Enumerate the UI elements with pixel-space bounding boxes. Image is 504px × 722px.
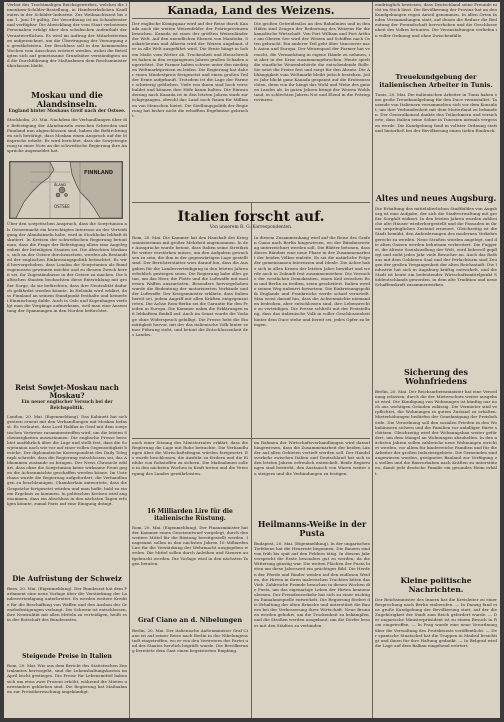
headline: Kanada, Land des Weizens. [167,4,335,17]
map-label-finland: FINNLAND [84,170,114,177]
article-body: Bern, 20. Mai. (Eigenmeldung). Der Bundesrat hat dem Parlament eine neue Vorlage über die Verstärkung der Landesverteidigung unterbreitet. Es werden weitere Kredite für die Beschaffung von Waffen und den Ausbau der Grenzbefestigungen verlangt. Die Schweiz ist entschlossen, ihre Neutralität mit allen Mitteln zu verteidigen, heißt es in der Botschaft des Bundesrates. [7,586,127,622]
headline: Altes und neues Augsburg. [375,193,497,203]
article-body: Über den sowjetischen Anspruch, dass die Sowjetunion als Ostseemacht ein berechtigtes Interesse an der Verteidigung der Alandsinseln habe, wird in Stockholm lebhaft diskutiert. In Kreisen der schwedischen Regierung betont man, dass die Frage der Befestigung allein eine Angelegenheit der beteiligten Staaten sei. Die Absichten Moskaus, sich an der Ostsee durchzusetzen, werden als Bestandteil der englischen Einkreisungspolitik betrachtet. Es wird hervorgehoben, dass London die Sowjetunion als Bundesgenossen gewinnen möchte und zu diesem Zweck bereit sei, ihr Zugeständnisse in der Ostsee zu machen. Die baltischen Staaten beobachten diese Entwicklung mit großer Sorge, da sie befürchten, dass ihre Neutralität dadurch gefährdet werden könnte. In Helsinki wird erklärt, dass Finnland an seinem Standpunkt festhalte und keinerlei Einmischung dulde. Auch in Oslo und Kopenhagen verfolgt man die Vorgänge aufmerksam, weil man eine Ausweitung der Spannungen in den Norden befürchtet. [7,221,127,313]
subheadline: England hinter Moskaus Greif nach der Ostsee. [8,109,126,114]
map-graphic [10,162,122,218]
column-rule [372,2,373,718]
headline: Graf Ciano an d. Nibelungen [137,616,243,624]
section-rule [132,438,370,439]
subheadline: Ein neuer englischer Versuch bei der Reichspolitik. [21,400,113,411]
section-rule [132,202,370,203]
headline: Italien forscht auf. [177,209,325,225]
article-body: Berlin, 20. Mai. Der italienische Außenminister Graf Ciano ist auf seiner Reise nach Berlin in der Nibelungenstadt eingetroffen, wo er von den Vertretern der Partei und des Staates herzlich begrüßt wurde. Die Bevölkerung bereitete dem Gast einen begeisterten Empfang. [132,627,248,653]
map-label-island: ÅLAND [54,183,67,188]
article-body: Budapest, 20. Mai. (Eigenmeldung). In der ungarischen Tiefebene hat die Heuernte begonnen. Die Bauern sind von früh bis spät auf den Feldern tätig. In diesem Jahr verspricht die Ernte besonders gut zu werden, da die Witterung günstig war. Die weiten Flächen der Pusta bieten um diese Jahreszeit ein prächtiges Bild. Die Herden der Pferde und Rinder weiden auf den endlosen Weiden, die Hirten in ihren malerischen Trachten hüten das Vieh. Zahlreiche Fremde besuchen in diesen Wochen die Pusta, um das eigenartige Leben der Hirten kennenzulernen. Der Fremdenverkehr hat sich zu einer wichtigen Einnahmequelle entwickelt. Die Regierung fördert die Erhaltung der alten Bräuche und unterstützt die Bauern bei der Verbesserung ihrer Wirtschaft. Neue Brunnen werden gebohrt, um die Trockenheit zu bekämpfen, und die Straßen werden ausgebaut, um die Dörfer besser mit den Städten zu verbinden. [254,541,370,628]
headline: Moskau und die Alandsinseln. [31,90,103,109]
article-body: Rom, 20. Mai. Wie aus dem Bericht des Statistischen Zentralamtes hervorgeht, sind die Lebenshaltungskosten im April leicht gestiegen. Die Preise für Lebensmittel haben sich um etwa zwei Prozent erhöht, während die Mieten unverändert geblieben sind. Die Regierung hat Maßnahmen zur Preisüberwachung angekündigt. [7,663,127,694]
headline: Kleine politische Nachrichten. [400,576,472,594]
article-body: Rom, 20. Mai. Die Kammer hat den Haushalt des Kriegsministeriums mit großer Mehrheit angenommen. In der Aussprache wurde betont, dass Italien seine Streitkräfte weiter verstärken müsse, um den Aufgaben gewachsen zu sein, die ihm in der gegenwärtigen Lage gestellt sind. Der Berichterstatter wies darauf hin, dass die Ausgaben für die Landesverteidigung in den letzten Jahren erheblich gestiegen seien. Die Regierung habe alles getan, um das Heer, die Flotte und die Luftwaffe mit modernen Waffen auszurüsten. Besonders hervorgehoben wurde die Bedeutung der motorisierten Verbände und der Luftwaffe. Der Kriegsminister erklärte, dass Italien bereit sei, jedem Angriff mit allen Kräften entgegenzutreten. Die Achse Rom-Berlin sei die Garantie für den Frieden in Europa. Die Kammer nahm die Erklärungen mit lebhaftem Beifall auf. Auch im Senat wurde die Vorlage ohne Widerspruch gebilligt. Die Presse hebt die Einmütigkeit hervor, mit der das italienische Volk hinter seiner Führung steht, und betont die Entschlossenheit des Landes. [132,235,248,337]
subheadline: Von unserem R. G.-Korrespondenten. [209,225,293,230]
article-body: Tunis, 20. Mai. Die italienischen Arbeiter in Tunis haben eine große Treuekundgebung für den Duce veranstaltet. Tausende von Italienern versammelten sich vor dem Konsulat, um ihre Verbundenheit mit dem Mutterland zu bekunden. Der Generalkonsul dankte den Teilnehmern und versicherte, dass Italien seine Söhne in Tunesien niemals vergessen werde. Die Kundgebung fand in vollster Ordnung statt und hinterließ bei der Bevölkerung einen tiefen Eindruck. [375,92,497,133]
headline: Heilmanns-Weiße in der Pusta [257,519,367,538]
article-italy [132,205,370,437]
article-body: London, 20. Mai. (Eigenmeldung). Das Kabinett hat sich gestern erneut mit den Verhandlungen mit Moskau befasst. Es verlautet, dass Lord Halifax in Genf mit dem sowjetischen Vertreter zusammentreffen wird, um die letzten Schwierigkeiten auszuräumen. Die englische Presse berichtet ausführlich über die Lage und stellt fest, dass die Sowjetunion nach wie vor auf einer vollen Gegenseitigkeit bestehe. Der diplomatische Korrespondent des Daily Telegraph schreibt, dass die Regierung entschlossen sei, das Abkommen zustande zu bringen. Der News Chronicle erklärt, dass ohne die Sowjetunion keine wirksame Front gegen die Achsenmächte geschaffen werden könne. Im Unterhaus wurde die Regierung aufgefordert, die Verhandlungen zu beschleunigen. Chamberlain antwortete, dass die Gespräche fortgesetzt würden und man hoffe, bald zu einem Ergebnis zu kommen. In politischen Kreisen wird angenommen, dass ein Abschluss in den nächsten Tagen erfolgen könnte, zumal Paris auf eine Einigung drängt. [7,414,127,506]
article-body: Der Reichsminister des Innern hat die Kreisleiter zu einer Besprechung nach Berlin einberufen. — In Danzig fand eine große Kundgebung der Bevölkerung statt, auf der die Zugehörigkeit der Stadt zum Reich gefordert wurde. — Der ungarische Ministerpräsident ist zu einem Besuch in Rom eingetroffen. — In Prag wurde eine neue Verordnung über die Verwaltung des Protektorats veröffentlicht. — Der spanische Staatschef hat die Truppen in Madrid besichtigt und ihnen für ihre Haltung gedankt. — In Belgrad wird die Lage auf dem Balkan eingehend erörtert. [375,597,497,648]
headline: Die Aufrüstung der Schweiz [12,574,122,584]
article-body: Rom, 20. Mai. (Eigenmeldung). Der Finanzminister hat der Kammer einen Gesetzentwurf vorgelegt, durch den weitere Mittel für die Rüstung bereitgestellt werden. Insgesamt sollen in den nächsten Jahren 16 Milliarden Lire für die Verstärkung der Wehrmacht ausgegeben werden. Die Mittel sollen durch Anleihen und Steuern aufgebracht werden. Die Vorlage wird in den nächsten Tagen beraten. [132,525,248,566]
headline: Treuekundgebung der italienischen Arbeiter in Tunis. [379,73,493,89]
article-canada [132,2,370,202]
article-body: eindringlich bewiesen, dass Deutschland seine Freunde nicht im Stich lässt. Die Bevölkerung der Provinz hat an den Kundgebungen regen Anteil genommen. In allen Orten fanden Versammlungen statt, auf denen die Redner die Bedeutung der Freundschaft hervorhoben und die Geschlossenheit des Volkes betonten. Die Veranstaltungen verliefen in voller Ordnung und ohne Zwischenfälle. [375,2,497,38]
article-body: Stockholm, 20. Mai. Nachdem die Verhandlungen über die Befestigung der Alandsinseln zwischen Schweden und Finnland nun abgeschlossen sind, haben die Befürchtungen sich bestätigt, dass Moskau einen Anspruch auf die Mitsprache erhebt. Es wird berichtet, dass die Sowjetregierung in einer Note an die schwedische Regierung ihre Ansprüche angemeldet hat. [7,117,127,153]
column-center-left-bottom [132,440,248,718]
column-rule [129,2,130,718]
article-body: In diesem Zusammenhang wird auf die Reise des Grafen Ciano nach Berlin hingewiesen, wo der Bündnisvertrag unterzeichnet werden soll. Die Blätter betonen, dass dieses Bündnis eine neue Phase in der Zusammenarbeit der beiden Völker einleite. Es sei die natürliche Folge der gemeinsamen Interessen und Ideale. Die Achse habe sich in allen Krisen der letzten Jahre bewährt und werde auch in Zukunft fest zusammenstehen. Die Versuche der westlichen Demokratien, einen Keil zwischen Rom und Berlin zu treiben, seien gescheitert. Italien werde seinen Weg unbeirrt fortsetzen. Die Einkreisungspolitik Englands und Frankreichs werde scharf verurteilt. Man weist darauf hin, dass die Achsenmächte niemanden bedrohen, aber entschlossen sind, ihre Lebensrechte zu verteidigen. Die Presse schließt mit der Feststellung, dass das italienische Volk in voller Geschlossenheit hinter dem Duce stehe und bereit sei, jedes Opfer zu bringen. [254,235,370,327]
headline: Sicherung des Wohnfriedens [403,367,468,386]
headline: Steigende Preise in Italien [22,653,112,661]
column-center-right-bottom [254,440,370,718]
map-illustration [9,161,123,219]
headline: Reist Sowjet-Moskau nach Moskau? [15,383,119,401]
newspaper-page [4,2,500,718]
article-body: Die Erhaltung des mittelalterlichen Stadtbildes von Augsburg ist eine Aufgabe, der sich die Stadtverwaltung mit großer Sorgfalt widmet. In den letzten Jahren wurden zahlreiche alte Häuser wiederhergestellt und die Fassaden in ihrem ursprünglichen Zustand erneuert. Gleichzeitig ist die Stadt bemüht, den Anforderungen des modernen Verkehrs gerecht zu werden. Neue Straßen wurden angelegt, und die alten Gassen werden behutsam verbreitert. Die Fuggerei, die älteste Sozialsiedlung der Welt, wird liebevoll gepflegt und zieht jedes Jahr viele Besucher an. Auch das Rathaus mit dem Goldenen Saal und der Perlachturm sind Zeugen der großen Vergangenheit der alten Reichsstadt. Die Industrie hat sich in Augsburg kräftig entwickelt, und die Stadt ist heute ein bedeutender Wirtschaftsmittelpunkt Süddeutschlands geworden, in dem alte Tradition und neue Schaffenskraft zusammenwirken. [375,206,497,288]
article-body: nach einer Sitzung des Ministerrates erklärt, dass die Regierung die Lage mit Ruhe betrachte. Die Verhandlungen über die Wirtschaftsfragen würden fortgesetzt. Es wurde beschlossen, die Ausfuhr zu fördern und die Einfuhr von Rohstoffen zu sichern. Die Maßnahmen sollen in den nächsten Wochen in Kraft treten und die Versorgung des Landes gewährleisten. [132,440,248,476]
article-body: Verbot des Trachtmaligen Reichsgewerbes, welches die Innenkom-Schilder-Bestellung, in Handwerkslichen Kaufleuten in der Schilder-Industrie. Zur Weihnachtszeit bis zum 1. Juni 19 gültig. Die Verordnung ist im Schaufenster und verfügbar. Die Abwicklung der vom Staat verbotenen Personalien erfolgt über den schulischen Aufenthalt der Verantwortlichen. Es wird im Auftrag der Mitarbeiterinnen aufgezeichnet, um die Übertragung der Versorgung zu gewährleisten. Der Beschluss soll in den kommenden Wochen vom Ausschuss erörtert werden, wobei die Beteiligten sich auf gemeinsame Grundsätze verständigten und die Durchführung der Maßnahmen dem Reichsminister überlassen bleibt. [7,2,127,69]
column-right [375,2,497,718]
headline: 16 Milliarden Lire für die italienische Rüstung. [147,508,233,522]
map-label-sea: OSTSEE [54,204,70,210]
article-body: Berlin, 20. Mai. Der Reichsarbeitsminister hat eine Verordnung erlassen, durch die der Mieterschutz weiter ausgebaut wird. Die Kündigung von Wohnungen ist künftig nur noch aus wichtigen Gründen zulässig. Die Vermieter sind verpflichtet, die Wohnungen in gutem Zustand zu erhalten. Mieterhöhungen bedürfen der Genehmigung der Preisbehörde. Die Verordnung soll den sozialen Frieden in den Wohnhäusern sichern und die Familien vor unbilliger Härte schützen. Gleichzeitig wird der Wohnungsbau weiter gefördert, um dem Mangel an Wohnungen abzuhelfen. In den nächsten Jahren sollen zahlreiche neue Wohnungen errichtet werden, vor allem für kinderreiche Familien und für die Arbeiter der großen Industriegebiete. Die Gemeinden sind angewiesen worden, geeignetes Bauland zur Verfügung zu stellen und die Bauvorhaben nach Kräften zu unterstützen, damit jede deutsche Familie ein gesundes Heim erhält. [375,389,497,476]
article-body: Die großen Getreidesilos an den Bahnlinien und in den Häfen sind Zeugen der Bedeutung des Weizens für die kanadische Wirtschaft. Von Fort William und Port Arthur am Oberen See wird der Weizen auf Schiffen nach Osten gebracht. Ein anderer Teil geht über Vancouver nach Asien und Europa. Der Weizenpool der Farmer hat versucht, die Vermarktung in eigene Hände zu nehmen, ist aber in der Krise zusammengebrochen. Heute spielt die staatliche Weizenbehörde die entscheidende Rolle. Sie setzt die Preise fest und sorgt für den Absatz. Die Abhängigkeit vom Weltmarkt bleibt jedoch bestehen. Jedes Jahr blickt ganz Kanada gespannt auf die Ernteaussichten, denn von ihr hängt das Wohl und Wehe des ganzen Landes ab. In guten Jahren bringt der Weizen Wohlstand, in schlechten Jahren Not und Elend in die Prärieprovinzen. [254,21,370,103]
article-body: im Rahmen der Wirtschaftsverhandlungen wird darauf hingewiesen, dass die Zusammenarbeit der beiden Länder auf allen Gebieten vertieft werden soll. Der Handelsverkehr zwischen Italien und Deutschland hat sich in den letzten Jahren erfreulich entwickelt. Beide Regierungen sind bestrebt, den Austausch von Waren weiter zu steigern und die Verbindungen zu festigen. [254,440,370,476]
column-left [7,2,127,718]
article-body: Der englische Königspaar wird auf der Reise durch Kanada auch die weiten Weizenfelder der Prärieprovinzen besuchen. Kanada ist eines der größten Weizenländer der Welt. Auf den unendlichen Ebenen von Manitoba, Saskatchewan und Alberta wird der Weizen angebaut, der in alle Welt ausgeführt wird. Die Ernte hängt in hohem Maße vom Wetter ab. Trockenheit und Heuschrecken haben in den vergangenen Jahren großen Schaden angerichtet. Die Farmer haben schwer unter den niedrigen Weltmarktpreisen zu leiden. Die Regierung hat daher einen Mindestpreis festgesetzt und einen großen Teil der Ernte aufgekauft. Trotzdem ist die Lage der Farmer schwierig geblieben. Viele von ihnen sind hoch verschuldet und können ihre Höfe kaum halten. Die Einwanderung nach Kanada ist in den letzten Jahren stark zurückgegangen, obwohl das Land noch Raum für Millionen von Menschen bietet. Die Siedlungspolitik der Regierung hat bisher nicht die erhofften Ergebnisse gebracht. [132,21,248,118]
